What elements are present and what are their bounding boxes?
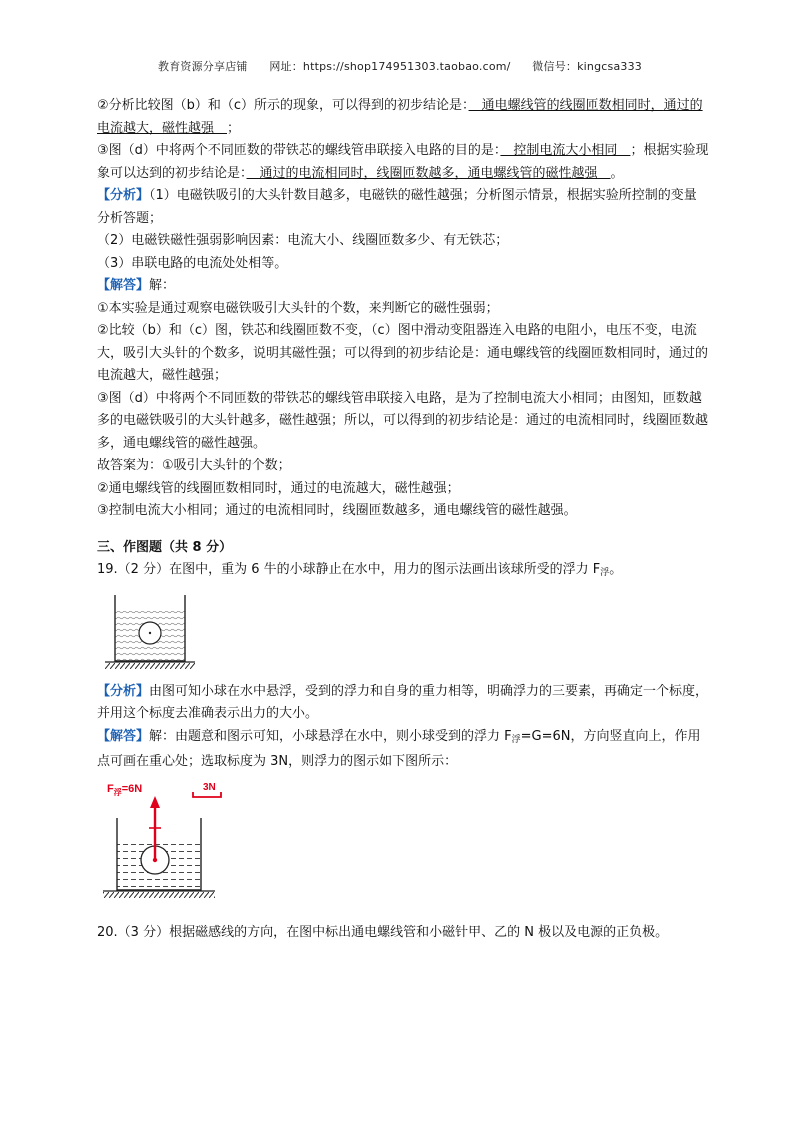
ground-hatch bbox=[105, 663, 195, 669]
header-shop: 教育资源分享店铺 bbox=[158, 60, 248, 73]
document-content bbox=[97, 95, 709, 944]
q18-analysis-2: （2）电磁铁磁性强弱影响因素：电流大小、线圈匝数多少、有无铁芯； bbox=[97, 233, 509, 248]
q18-final-1: 故答案为：①吸引大头针的个数； bbox=[97, 458, 291, 473]
ball-in-water-figure bbox=[105, 591, 205, 673]
q19-answer: 【解答】解：由题意和图示可知，小球悬浮在水中，则小球受到的浮力 $F_浮=G=6N$，方向竖直向上，作用点可画在重心处；选取标度为 3N，则浮力的图示如下图所示： bbox=[97, 728, 701, 769]
q18-answer-2: ②比较（b）和（c）图，铁芯和线圈匝数不变，（c）图中滑动变阻器连入电路的电阻小，电压不变，电流大，吸引大头针的个数多，说明其磁性强；可以得到的初步结论是：通电螺线管的线圈匝数相同时，通过的电流越大，磁性越强； bbox=[97, 323, 709, 383]
q18-analysis-3: （3）串联电路的电流处处相等。 bbox=[97, 255, 288, 271]
force-label: $F_浮=6N$ bbox=[107, 782, 143, 797]
analysis-tag: 【分析】 bbox=[97, 683, 150, 699]
force-arrowhead bbox=[150, 796, 160, 808]
ground-hatch bbox=[103, 892, 215, 898]
q18-analysis-1: 【分析】（1）电磁铁吸引的大头针数目越多，电磁铁的磁性越强；分析图示情景，根据实验所控制的变量分析答题； bbox=[97, 188, 697, 226]
section-title: 三、作图题（共 8 分） bbox=[97, 539, 233, 555]
q18-answer-head: 【解答】解： bbox=[97, 278, 176, 293]
ball-center bbox=[149, 631, 151, 633]
page-header bbox=[0, 58, 800, 74]
header-wechat: 微信号：kingcsa333 bbox=[532, 60, 642, 73]
analysis-tag: 【分析】 bbox=[97, 188, 150, 203]
force-origin bbox=[153, 857, 157, 861]
q19-analysis: 【分析】由图可知小球在水中悬浮，受到的浮力和自身的重力相等，明确浮力的三要素，再确定一个标度，并用这个标度去准确表示出力的大小。 bbox=[97, 683, 709, 721]
q18-answer-3: ③图（d）中将两个不同匝数的带铁芯的螺线管串联接入电路，是为了控制电流大小相同；由图知，匝数越多的电磁铁吸引的大头针越多，磁性越强；所以，可以得到的初步结论是：通过的电流相同时，线圈匝数越多，通电螺线管的磁性越强。 bbox=[97, 390, 709, 451]
answer-tag: 【解答】 bbox=[97, 278, 150, 293]
q18-conclusion-2: ②分析比较图（b）和（c）所示的现象，可以得到的初步结论是： 通电螺线管的线圈匝数相同时，通过的电流越大，磁性越强 ； bbox=[97, 98, 703, 136]
q18-conclusion-3: ③图（d）中将两个不同匝数的带铁芯的螺线管串联接入电路的目的是： 控制电流大小相同 ；根据实验现象可以达到的初步结论是： 通过的电流相同时，线圈匝数越多，通电螺线管的磁性越强 。 bbox=[97, 143, 709, 181]
q18-final-3: ③控制电流大小相同；通过的电流相同时，线圈匝数越多，通电螺线管的磁性越强。 bbox=[97, 503, 577, 518]
q20-stem: 20.（3 分）根据磁感线的方向，在图中标出通电螺线管和小磁针甲、乙的 N 极以及电源的正负极。 bbox=[97, 924, 669, 940]
scale-label: 3N bbox=[203, 781, 216, 793]
header-url[interactable]: 网址：https://shop174951303.taobao.com/ bbox=[269, 60, 511, 73]
q19-stem: 19.（2 分）在图中，重为 6 牛的小球静止在水中，用力的图示法画出该球所受的浮力 $F_浮$。 bbox=[97, 562, 623, 578]
q18-answer-1: ①本实验是通过观察电磁铁吸引大头针的个数，来判断它的磁性强弱； bbox=[97, 300, 499, 316]
buoyancy-force-figure bbox=[99, 778, 229, 908]
q18-final-2: ②通电螺线管的线圈匝数相同时，通过的电流越大，磁性越强； bbox=[97, 480, 460, 496]
answer-tag: 【解答】 bbox=[97, 728, 150, 744]
